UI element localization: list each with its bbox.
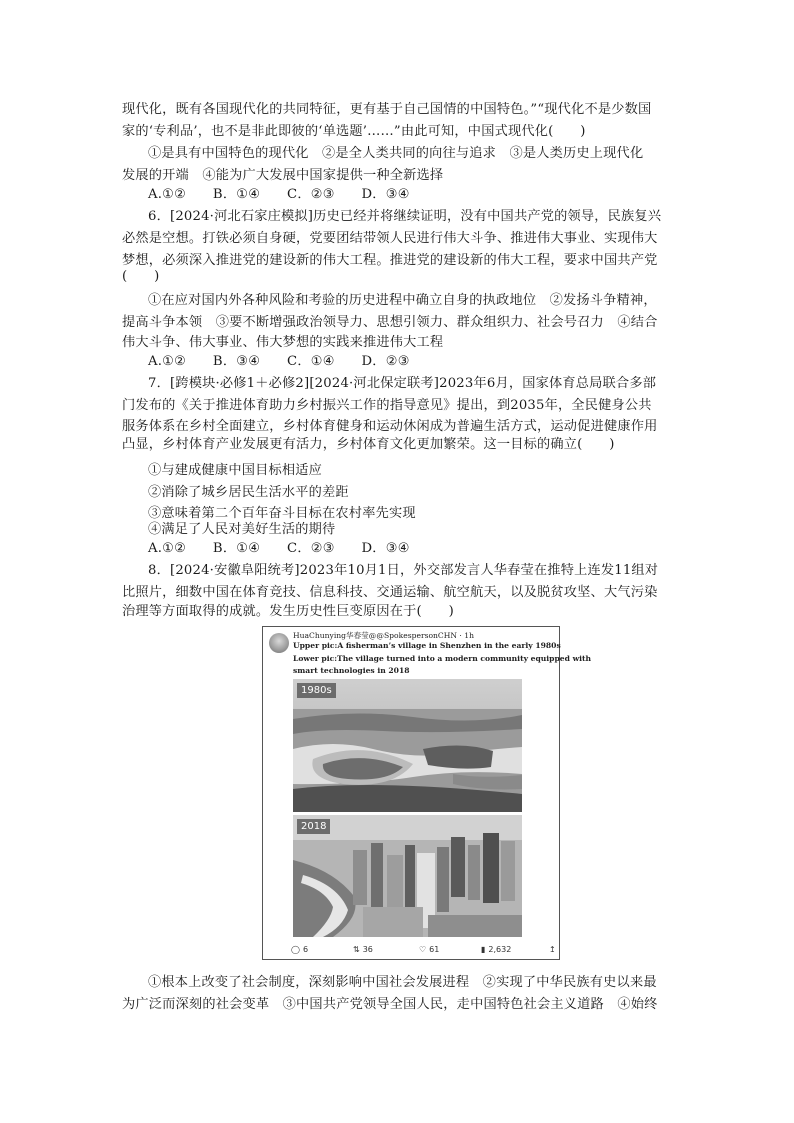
text-line: 现代化，既有各国现代化的共同特征，更有基于自己国情的中国特色。”“现代化不是少数国 bbox=[122, 102, 652, 117]
tweet-text-line: Upper pic:A fisherman’s village in Shenzhen in the early 1980s bbox=[293, 641, 561, 650]
year-label: 1980s bbox=[297, 683, 336, 698]
reply-stat[interactable] bbox=[291, 945, 308, 954]
tweet-screenshot bbox=[262, 626, 592, 960]
retweet-icon: ⇅ bbox=[353, 945, 360, 954]
text-line: 发展的开端 ④能为广大发展中国家提供一种全新选择 bbox=[122, 168, 444, 183]
text-line: 凸显，乡村体育产业发展更有活力，乡村体育文化更加繁荣。这一目标的确立( ) bbox=[122, 437, 615, 452]
views-stat[interactable] bbox=[481, 945, 511, 954]
option-line: ③意味着第二个百年奋斗目标在农村率先实现 bbox=[148, 506, 416, 521]
share-icon[interactable]: ↥ bbox=[549, 945, 556, 954]
text-line: 提高斗争本领 ③要不断增强政治领导力、思想引领力、群众组织力、社会号召力 ④结合 bbox=[122, 315, 658, 330]
views-icon: ▮ bbox=[481, 945, 486, 954]
text-line: 必然是空想。打铁必须自身硬，党要团结带领人民进行伟大斗争、推进伟大事业、实现伟大 bbox=[122, 231, 658, 246]
question-7: 7．[跨模块·必修1＋必修2][2024·河北保定联考]2023年6月，国家体育总局联合多部 bbox=[148, 376, 657, 391]
year-label: 2018 bbox=[297, 819, 330, 834]
text-line: 比照片，细数中国在体育竞技、信息科技、交通运输、航空航天，以及脱贫攻坚、大气污染 bbox=[122, 585, 658, 600]
text-line: 家的‘专利品’，也不是非此即彼的‘单选题’……”由此可知，中国式现代化( ) bbox=[122, 124, 586, 139]
question-8: 8．[2024·安徽阜阳统考]2023年10月1日，外交部发言人华春莹在推特上连发11组对 bbox=[148, 563, 659, 578]
retweet-count: 36 bbox=[362, 945, 373, 954]
text-line: 伟大斗争、伟大事业、伟大梦想的实践来推进伟大工程 bbox=[122, 335, 444, 350]
like-count: 61 bbox=[429, 945, 440, 954]
text-line: 治理等方面取得的成就。发生历史性巨变原因在于( ) bbox=[122, 604, 454, 619]
option-line: ①根本上改变了社会制度，深刻影响中国社会发展进程 ②实现了中华民族有史以来最 bbox=[148, 975, 657, 990]
option-line: ①在应对国内外各种风险和考验的历史进程中确立自身的执政地位 ②发扬斗争精神， bbox=[148, 293, 657, 308]
text-line: 梦想，必须深入推进党的建设新的伟大工程。推进党的建设新的伟大工程，要求中国共产党 bbox=[122, 253, 658, 268]
like-stat[interactable] bbox=[419, 945, 439, 954]
question-6: 6．[2024·河北石家庄模拟]历史已经并将继续证明，没有中国共产党的领导，民族复兴 bbox=[148, 209, 662, 224]
reply-count: 6 bbox=[302, 945, 309, 954]
views-count: 2,632 bbox=[488, 945, 512, 954]
text-line: 门发布的《关于推进体育助力乡村振兴工作的指导意见》提出，到2035年，全民健身公共 bbox=[122, 398, 652, 413]
tweet-header: HuaChunying华春莹@@SpokespersonCHN · 1h bbox=[293, 631, 474, 640]
photo-2018 bbox=[293, 815, 522, 948]
answer-choices: A.①② B．③④ C．①④ D．②③ bbox=[148, 354, 410, 369]
photo-1980s bbox=[293, 679, 522, 812]
tweet-text-line: smart technologies in 2018 bbox=[293, 666, 410, 675]
retweet-stat[interactable] bbox=[353, 945, 373, 954]
option-line: ②消除了城乡居民生活水平的差距 bbox=[148, 485, 349, 500]
reply-icon: ◯ bbox=[291, 945, 300, 954]
text-line: 为广泛而深刻的社会变革 ③中国共产党领导全国人民，走中国特色社会主义道路 ④始终 bbox=[122, 997, 658, 1012]
option-line: ④满足了人民对美好生活的期待 bbox=[148, 522, 336, 537]
tweet-text-line: Lower pic:The village turned into a modern community equipped with bbox=[293, 654, 592, 663]
text-line: 服务体系在乡村全面建立，乡村体育健身和运动休闲成为普遍生活方式，运动促进健康作用 bbox=[122, 419, 658, 434]
option-line: ①与建成健康中国目标相适应 bbox=[148, 463, 323, 478]
text-line: ( ) bbox=[122, 269, 160, 284]
tweet-stats bbox=[291, 945, 555, 957]
avatar-icon bbox=[269, 633, 289, 653]
answer-choices: A.①② B．①④ C．②③ D．③④ bbox=[148, 541, 410, 556]
option-line: ①是具有中国特色的现代化 ②是全人类共同的向往与追求 ③是人类历史上现代化 bbox=[148, 146, 644, 161]
like-icon: ♡ bbox=[419, 945, 427, 954]
answer-choices: A.①② B．①④ C．②③ D．③④ bbox=[148, 187, 410, 202]
